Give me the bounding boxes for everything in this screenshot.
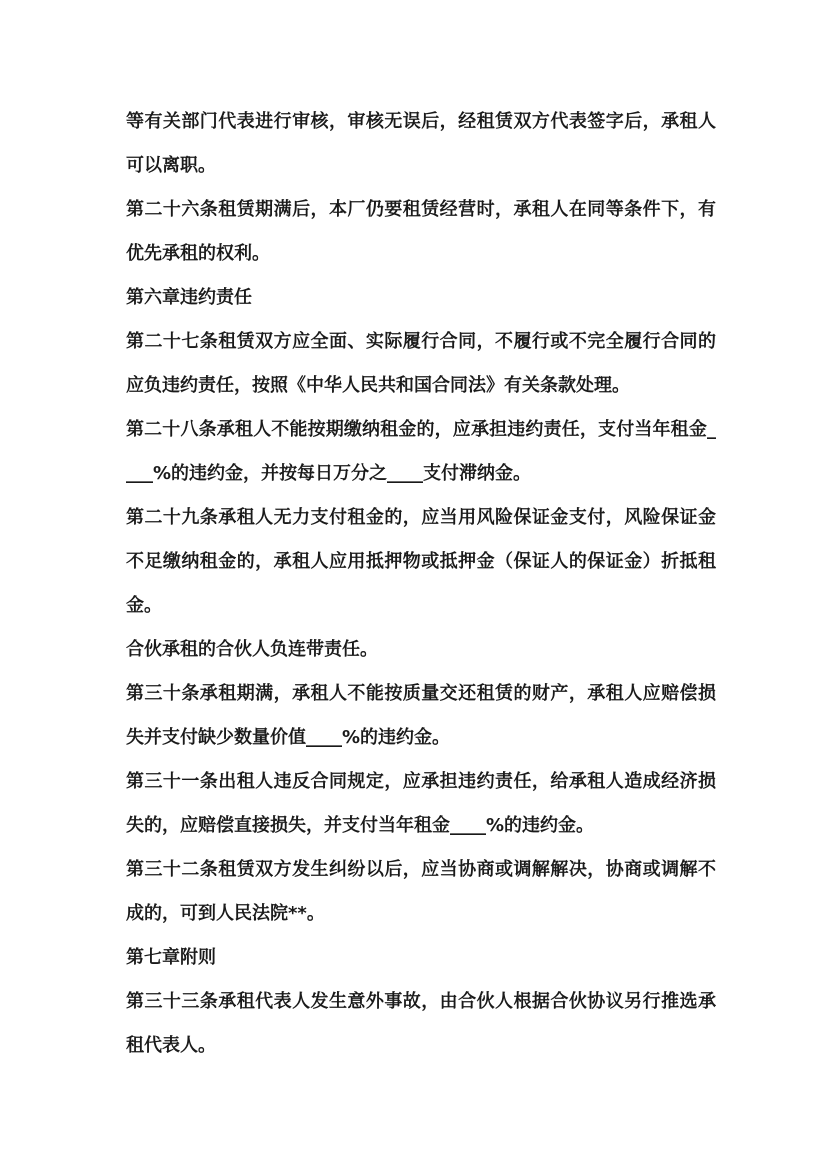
document-body (126, 100, 716, 1068)
paragraph-article-28: 第二十八条承租人不能按期缴纳租金的，应承担违约责任，支付当年租金____%的违约金，并按每日万分之____支付滞纳金。 (126, 419, 716, 484)
paragraph-article-33: 第三十三条承租代表人发生意外事故，由合伙人根据合伙协议另行推选承租代表人。 (126, 991, 716, 1056)
paragraph-article-29: 第二十九条承租人无力支付租金的，应当用风险保证金支付，风险保证金不足缴纳租金的，承租人应用抵押物或抵押金（保证人的保证金）折抵租金。 (126, 507, 716, 616)
paragraph-article-30: 第三十条承租期满，承租人不能按质量交还租赁的财产，承租人应赔偿损失并支付缺少数量价值____%的违约金。 (126, 683, 716, 748)
paragraph-article-31: 第三十一条出租人违反合同规定，应承担违约责任，给承租人造成经济损失的，应赔偿直接损失，并支付当年租金____%的违约金。 (126, 771, 716, 836)
chapter-6-heading: 第六章违约责任 (126, 287, 252, 308)
paragraph-article-27: 第二十七条租赁双方应全面、实际履行合同，不履行或不完全履行合同的应负违约责任，按照《中华人民共和国合同法》有关条款处理。 (126, 331, 716, 396)
paragraph-approval-resignation: 等有关部门代表进行审核，审核无误后，经租赁双方代表签字后，承租人可以离职。 (126, 111, 716, 176)
chapter-7-heading: 第七章附则 (126, 947, 216, 968)
paragraph-article-26: 第二十六条租赁期满后，本厂仍要租赁经营时，承租人在同等条件下，有优先承租的权利。 (126, 199, 716, 264)
paragraph-article-32: 第三十二条租赁双方发生纠纷以后，应当协商或调解解决，协商或调解不成的，可到人民法院**。 (126, 859, 716, 924)
paragraph-joint-liability: 合伙承租的合伙人负连带责任。 (126, 639, 378, 660)
